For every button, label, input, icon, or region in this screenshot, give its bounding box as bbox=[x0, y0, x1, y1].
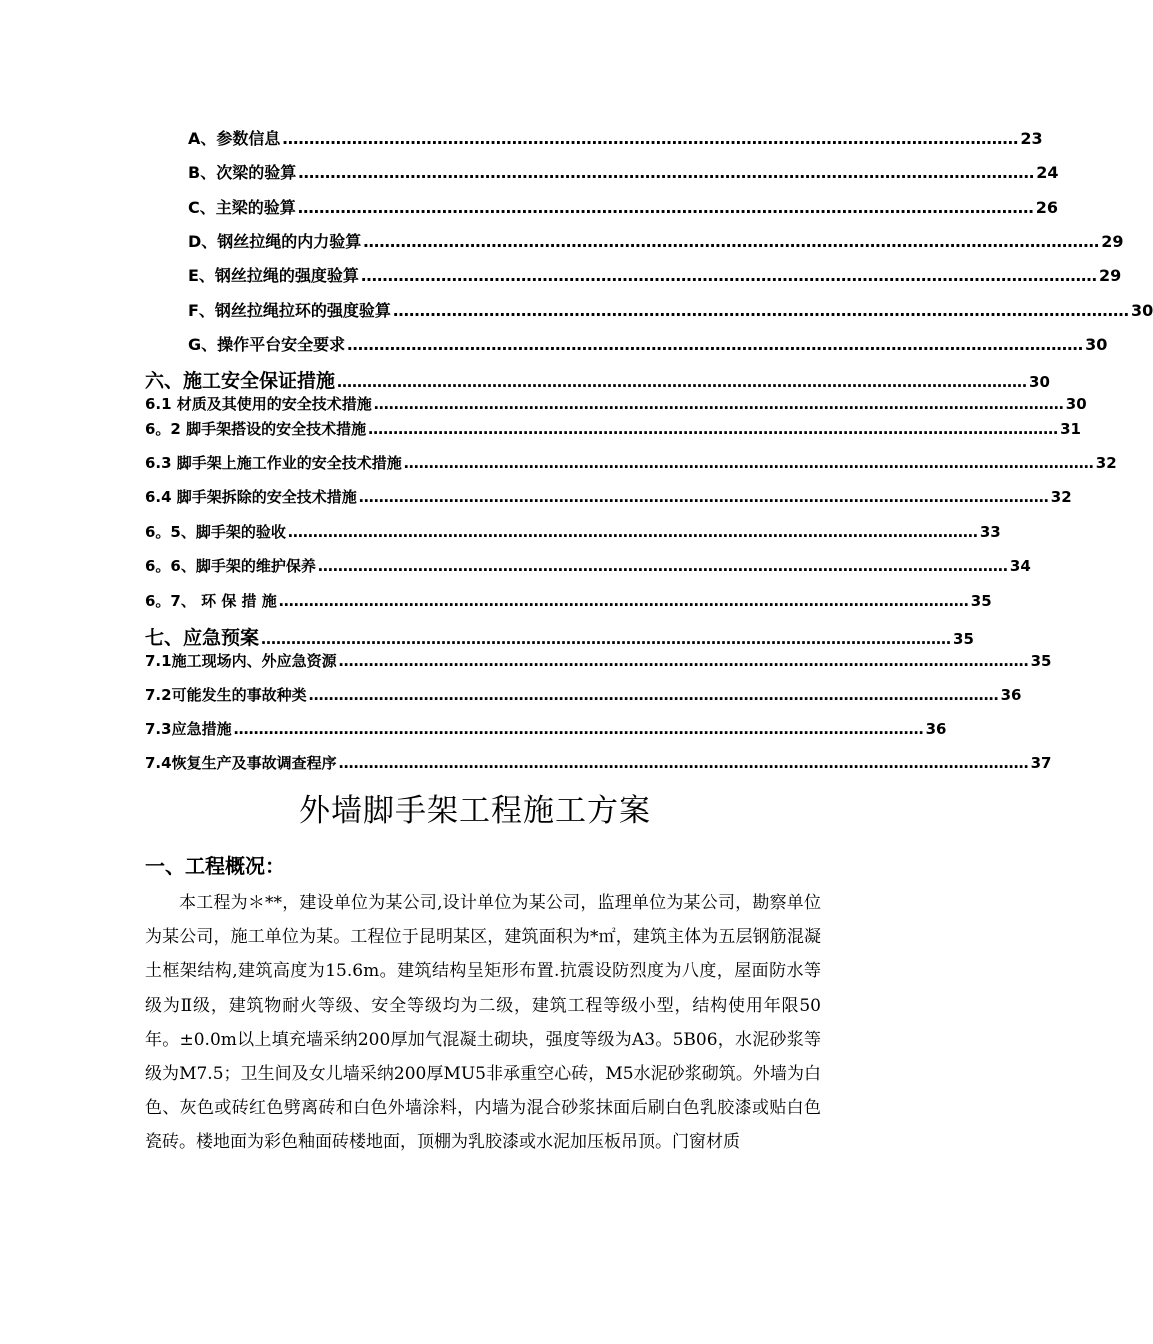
toc-entry-page: 29 bbox=[1101, 232, 1124, 251]
toc-entry-label: C、主梁的验算 bbox=[188, 198, 296, 217]
toc-entry-label: 7.2可能发生的事故种类 bbox=[145, 686, 307, 704]
toc-entry bbox=[145, 650, 1052, 671]
toc-entry-label: A、参数信息 bbox=[188, 129, 281, 148]
toc-entry bbox=[145, 452, 1117, 473]
toc-entry bbox=[145, 393, 1087, 414]
toc-entry bbox=[188, 332, 1108, 355]
toc-entry-label: E、钢丝拉绳的强度验算 bbox=[188, 266, 359, 285]
toc-entry-label: 7.1施工现场内、外应急资源 bbox=[145, 652, 337, 670]
toc-chapter-page: 30 bbox=[1029, 373, 1050, 391]
toc-entry-label: 6。5、脚手架的验收 bbox=[145, 523, 286, 541]
toc-leader: ………………………………………………………………………………………………………………………… bbox=[337, 373, 1028, 391]
toc-leader: ………………………………………………………………………………………………………………………… bbox=[368, 420, 1059, 438]
toc-entry-page: 36 bbox=[925, 720, 947, 738]
toc-chapter bbox=[145, 623, 974, 650]
toc-leader: ………………………………………………………………………………………………………………………… bbox=[261, 630, 952, 648]
toc-leader: ………………………………………………………………………………………………………………………… bbox=[373, 395, 1064, 413]
toc-entry-page: 32 bbox=[1095, 454, 1117, 472]
toc-entry-label: 7.4恢复生产及事故调查程序 bbox=[145, 754, 337, 772]
toc-leader: ………………………………………………………………………………………………………………………… bbox=[308, 686, 999, 704]
toc-entry-page: 30 bbox=[1065, 395, 1087, 413]
toc-leader: ………………………………………………………………………………………………………………………… bbox=[347, 335, 1084, 354]
toc-entry-label: 6.4 脚手架拆除的安全技术措施 bbox=[145, 488, 357, 506]
toc-entry-page: 23 bbox=[1020, 129, 1043, 148]
toc-entry-page: 34 bbox=[1009, 557, 1031, 575]
toc-entry-page: 31 bbox=[1060, 420, 1081, 438]
toc-entry bbox=[145, 486, 1072, 507]
toc-leader: ………………………………………………………………………………………………………………………… bbox=[358, 488, 1049, 506]
toc-entry-label: F、钢丝拉绳拉环的强度验算 bbox=[188, 301, 391, 320]
toc-leader: ………………………………………………………………………………………………………………………… bbox=[317, 557, 1008, 575]
toc-entry-label: 6。6、脚手架的维护保养 bbox=[145, 557, 316, 575]
toc-leader: ………………………………………………………………………………………………………………………… bbox=[298, 163, 1035, 182]
toc-entry bbox=[145, 718, 947, 739]
toc-leader: ………………………………………………………………………………………………………………………… bbox=[278, 592, 969, 610]
toc-entry bbox=[145, 555, 1031, 576]
toc-entry bbox=[188, 263, 1122, 286]
toc-entry-label: 6。7、 环 保 措 施 bbox=[145, 592, 277, 610]
toc-entry bbox=[188, 298, 1153, 321]
toc-leader: ………………………………………………………………………………………………………………………… bbox=[297, 198, 1034, 217]
toc-entry-page: 37 bbox=[1030, 754, 1052, 772]
toc-entry-page: 30 bbox=[1085, 335, 1108, 354]
toc-entry bbox=[188, 229, 1124, 252]
toc-leader: ………………………………………………………………………………………………………………………… bbox=[403, 454, 1094, 472]
toc-chapter-label: 六、施工安全保证措施 bbox=[145, 370, 336, 392]
toc-entry bbox=[145, 752, 1052, 773]
toc-entry-page: 29 bbox=[1098, 266, 1122, 285]
toc-leader: ………………………………………………………………………………………………………………………… bbox=[338, 754, 1029, 772]
toc-entry-page: 26 bbox=[1035, 198, 1059, 217]
toc-chapter bbox=[145, 366, 1050, 393]
toc-entry-label: 7.3应急措施 bbox=[145, 720, 232, 738]
toc-entry bbox=[188, 126, 1043, 149]
document-title: 外墙脚手架工程施工方案 bbox=[299, 793, 651, 829]
toc-leader: ………………………………………………………………………………………………………………………… bbox=[392, 301, 1129, 320]
toc-entry bbox=[145, 684, 1022, 705]
toc-leader: ………………………………………………………………………………………………………………………… bbox=[287, 523, 978, 541]
toc-entry-label: 6.3 脚手架上施工作业的安全技术措施 bbox=[145, 454, 402, 472]
section-heading: 一、工程概况： bbox=[145, 854, 285, 878]
toc-entry-page: 35 bbox=[1030, 652, 1052, 670]
toc-leader: ………………………………………………………………………………………………………………………… bbox=[363, 232, 1100, 251]
toc-entry-label: D、钢丝拉绳的内力验算 bbox=[188, 232, 362, 251]
toc-entry-page: 36 bbox=[1000, 686, 1022, 704]
toc-entry-label: B、次梁的验算 bbox=[188, 163, 297, 182]
toc-entry-page: 32 bbox=[1050, 488, 1072, 506]
toc-leader: ………………………………………………………………………………………………………………………… bbox=[360, 266, 1097, 285]
toc-leader: ………………………………………………………………………………………………………………………… bbox=[282, 129, 1019, 148]
toc-entry bbox=[145, 418, 1081, 439]
toc-entry bbox=[145, 521, 1001, 542]
toc-entry bbox=[188, 195, 1059, 218]
toc-entry-page: 35 bbox=[970, 592, 992, 610]
toc-entry-page: 30 bbox=[1130, 301, 1153, 320]
toc-entry-label: G、操作平台安全要求 bbox=[188, 335, 346, 354]
toc-entry-page: 33 bbox=[979, 523, 1001, 541]
toc-entry bbox=[188, 160, 1059, 183]
toc-chapter-label: 七、应急预案 bbox=[145, 627, 260, 649]
body-paragraph: 本工程为＊**，建设单位为某公司,设计单位为某公司，监理单位为某公司，勘察单位为某公司，施工单位为某。工程位于昆明某区，建筑面积为*㎡，建筑主体为五层钢筋混凝土框架结构,建筑高度为15.6m。建筑结构呈矩形布置.抗震设防烈度为八度，屋面防水等级为Ⅱ级，建筑物耐火等级、安全等级均为二级，建筑工程等级小型，结构使用年限50年。±0.0m以上填充墙采纳200厚加气混凝土砌块，强度等级为A3。5B06，水泥砂浆等级为M7.5；卫生间及女儿墙采纳200厚MU5非承重空心砖，M5水泥砂浆砌筑。外墙为白色、灰色或砖红色劈离砖和白色外墙涂料，内墙为混合砂浆抹面后刷白色乳胶漆或贴白色瓷砖。楼地面为彩色釉面砖楼地面，顶棚为乳胶漆或水泥加压板吊顶。门窗材质 bbox=[145, 893, 821, 1153]
toc-entry-label: 6。2 脚手架搭设的安全技术措施 bbox=[145, 420, 367, 438]
toc-entry-label: 6.1 材质及其使用的安全技术措施 bbox=[145, 395, 372, 413]
toc-leader: ………………………………………………………………………………………………………………………… bbox=[233, 720, 924, 738]
toc-entry-page: 24 bbox=[1036, 163, 1059, 182]
toc-chapter-page: 35 bbox=[953, 630, 974, 648]
toc-leader: ………………………………………………………………………………………………………………………… bbox=[338, 652, 1029, 670]
toc-entry bbox=[145, 590, 992, 611]
